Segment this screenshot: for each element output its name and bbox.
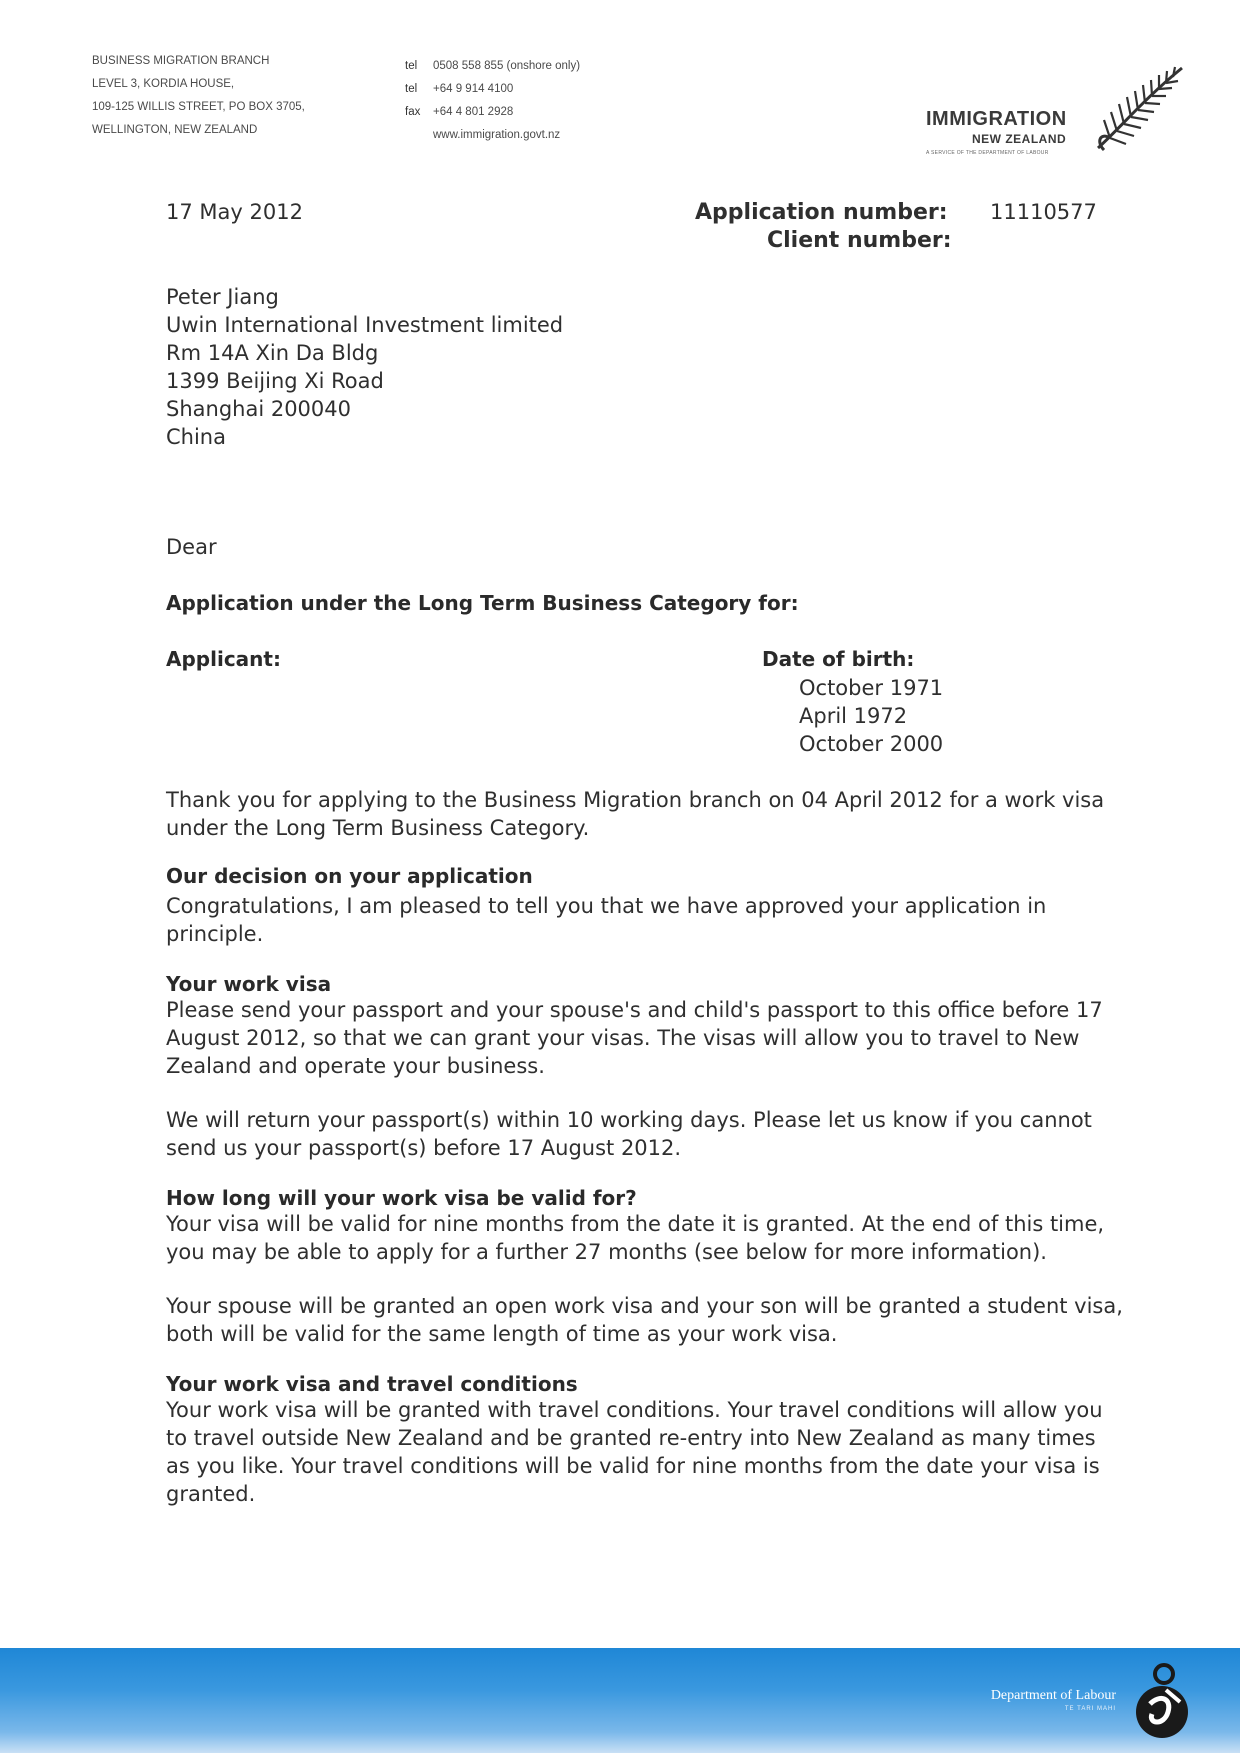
- dob-item: October 2000: [799, 732, 944, 756]
- section-heading-travel-conditions: Your work visa and travel conditions: [166, 1372, 578, 1396]
- address-line: BUSINESS MIGRATION BRANCH: [92, 55, 270, 67]
- application-number-label: Application number:: [695, 200, 948, 225]
- address-line: 109-125 WILLIS STREET, PO BOX 3705,: [92, 101, 305, 113]
- contact-label: tel: [405, 83, 418, 95]
- recipient-line: Peter Jiang: [166, 285, 279, 309]
- dob-item: April 1972: [799, 704, 908, 728]
- footer-org-sub: TE TARI MAHI: [1064, 1706, 1116, 1712]
- address-line: LEVEL 3, KORDIA HOUSE,: [92, 78, 235, 90]
- contact-row: [405, 78, 580, 101]
- footer-band: [0, 1648, 1240, 1753]
- section-heading-validity: How long will your work visa be valid for?: [166, 1186, 637, 1210]
- contact-value: 0508 558 855 (onshore only): [433, 60, 581, 72]
- contact-details: [405, 55, 580, 147]
- subject-line: Application under the Long Term Business Category for:: [166, 591, 799, 615]
- immigration-nz-logo: [900, 52, 1200, 162]
- logo-title: IMMIGRATION: [926, 108, 1067, 130]
- fern-icon: [1090, 58, 1190, 158]
- contact-row: [405, 101, 580, 124]
- dob-list: [799, 674, 943, 758]
- contact-value: +64 9 914 4100: [433, 83, 514, 95]
- salutation: Dear: [166, 535, 217, 559]
- address-line: WELLINGTON, NEW ZEALAND: [92, 124, 258, 136]
- section-paragraph: Your visa will be valid for nine months from the date it is granted. At the end of this time, you may be able to apply for a further 27 months (see below for more information).: [166, 1212, 1105, 1264]
- recipient-line: Uwin International Investment limited: [166, 313, 564, 337]
- letter-body: [166, 786, 1126, 1508]
- section-paragraph: Please send your passport and your spouse's and child's passport to this office before 17 August 2012, so that we can grant your visas. The visas will allow you to travel to New Zealand and operate your business.: [166, 998, 1103, 1078]
- department-of-labour-logo-icon: [1122, 1660, 1192, 1740]
- website-link[interactable]: www.immigration.govt.nz: [433, 129, 561, 141]
- section-paragraph: Congratulations, I am pleased to tell you that we have approved your application in principle.: [166, 894, 1047, 946]
- contact-label: fax: [405, 106, 421, 118]
- section-heading-decision: Our decision on your application: [166, 864, 533, 888]
- logo-tagline: A SERVICE OF THE DEPARTMENT OF LABOUR: [926, 150, 1049, 156]
- recipient-line: Rm 14A Xin Da Bldg: [166, 341, 379, 365]
- section-paragraph: We will return your passport(s) within 10 working days. Please let us know if you cannot send us your passport(s) before 17 August 2012.: [166, 1108, 1092, 1160]
- footer-org-name: Department of Labour: [990, 1688, 1116, 1703]
- logo-subtitle: NEW ZEALAND: [972, 132, 1067, 146]
- recipient-address: [166, 283, 563, 451]
- intro-paragraph: Thank you for applying to the Business Migration branch on 04 April 2012 for a work visa under the Long Term Business Category.: [166, 788, 1105, 840]
- application-number-value: 11110577: [990, 200, 1097, 224]
- recipient-line: China: [166, 425, 226, 449]
- dob-label: Date of birth:: [762, 647, 915, 671]
- recipient-line: 1399 Beijing Xi Road: [166, 369, 384, 393]
- contact-value: +64 4 801 2928: [433, 106, 514, 118]
- applicant-label: Applicant:: [166, 647, 281, 671]
- letter-date: 17 May 2012: [166, 200, 303, 224]
- section-paragraph: Your work visa will be granted with travel conditions. Your travel conditions will allow you to travel outside New Zealand and be granted re-entry into New Zealand as many times as you like. Your travel conditions will be valid for nine months from the date your visa is granted.: [166, 1398, 1103, 1506]
- footer-org: [991, 1688, 1116, 1712]
- section-heading-work-visa: Your work visa: [166, 972, 332, 996]
- contact-label: tel: [405, 60, 418, 72]
- section-paragraph: Your spouse will be granted an open work visa and your son will be granted a student visa, both will be valid for the same length of time as your work visa.: [166, 1294, 1123, 1346]
- contact-row: [405, 124, 580, 147]
- client-number-label: Client number:: [767, 228, 952, 253]
- contact-row: [405, 55, 580, 78]
- dob-item: October 1971: [799, 676, 944, 700]
- sender-address: [92, 50, 305, 142]
- recipient-line: Shanghai 200040: [166, 397, 352, 421]
